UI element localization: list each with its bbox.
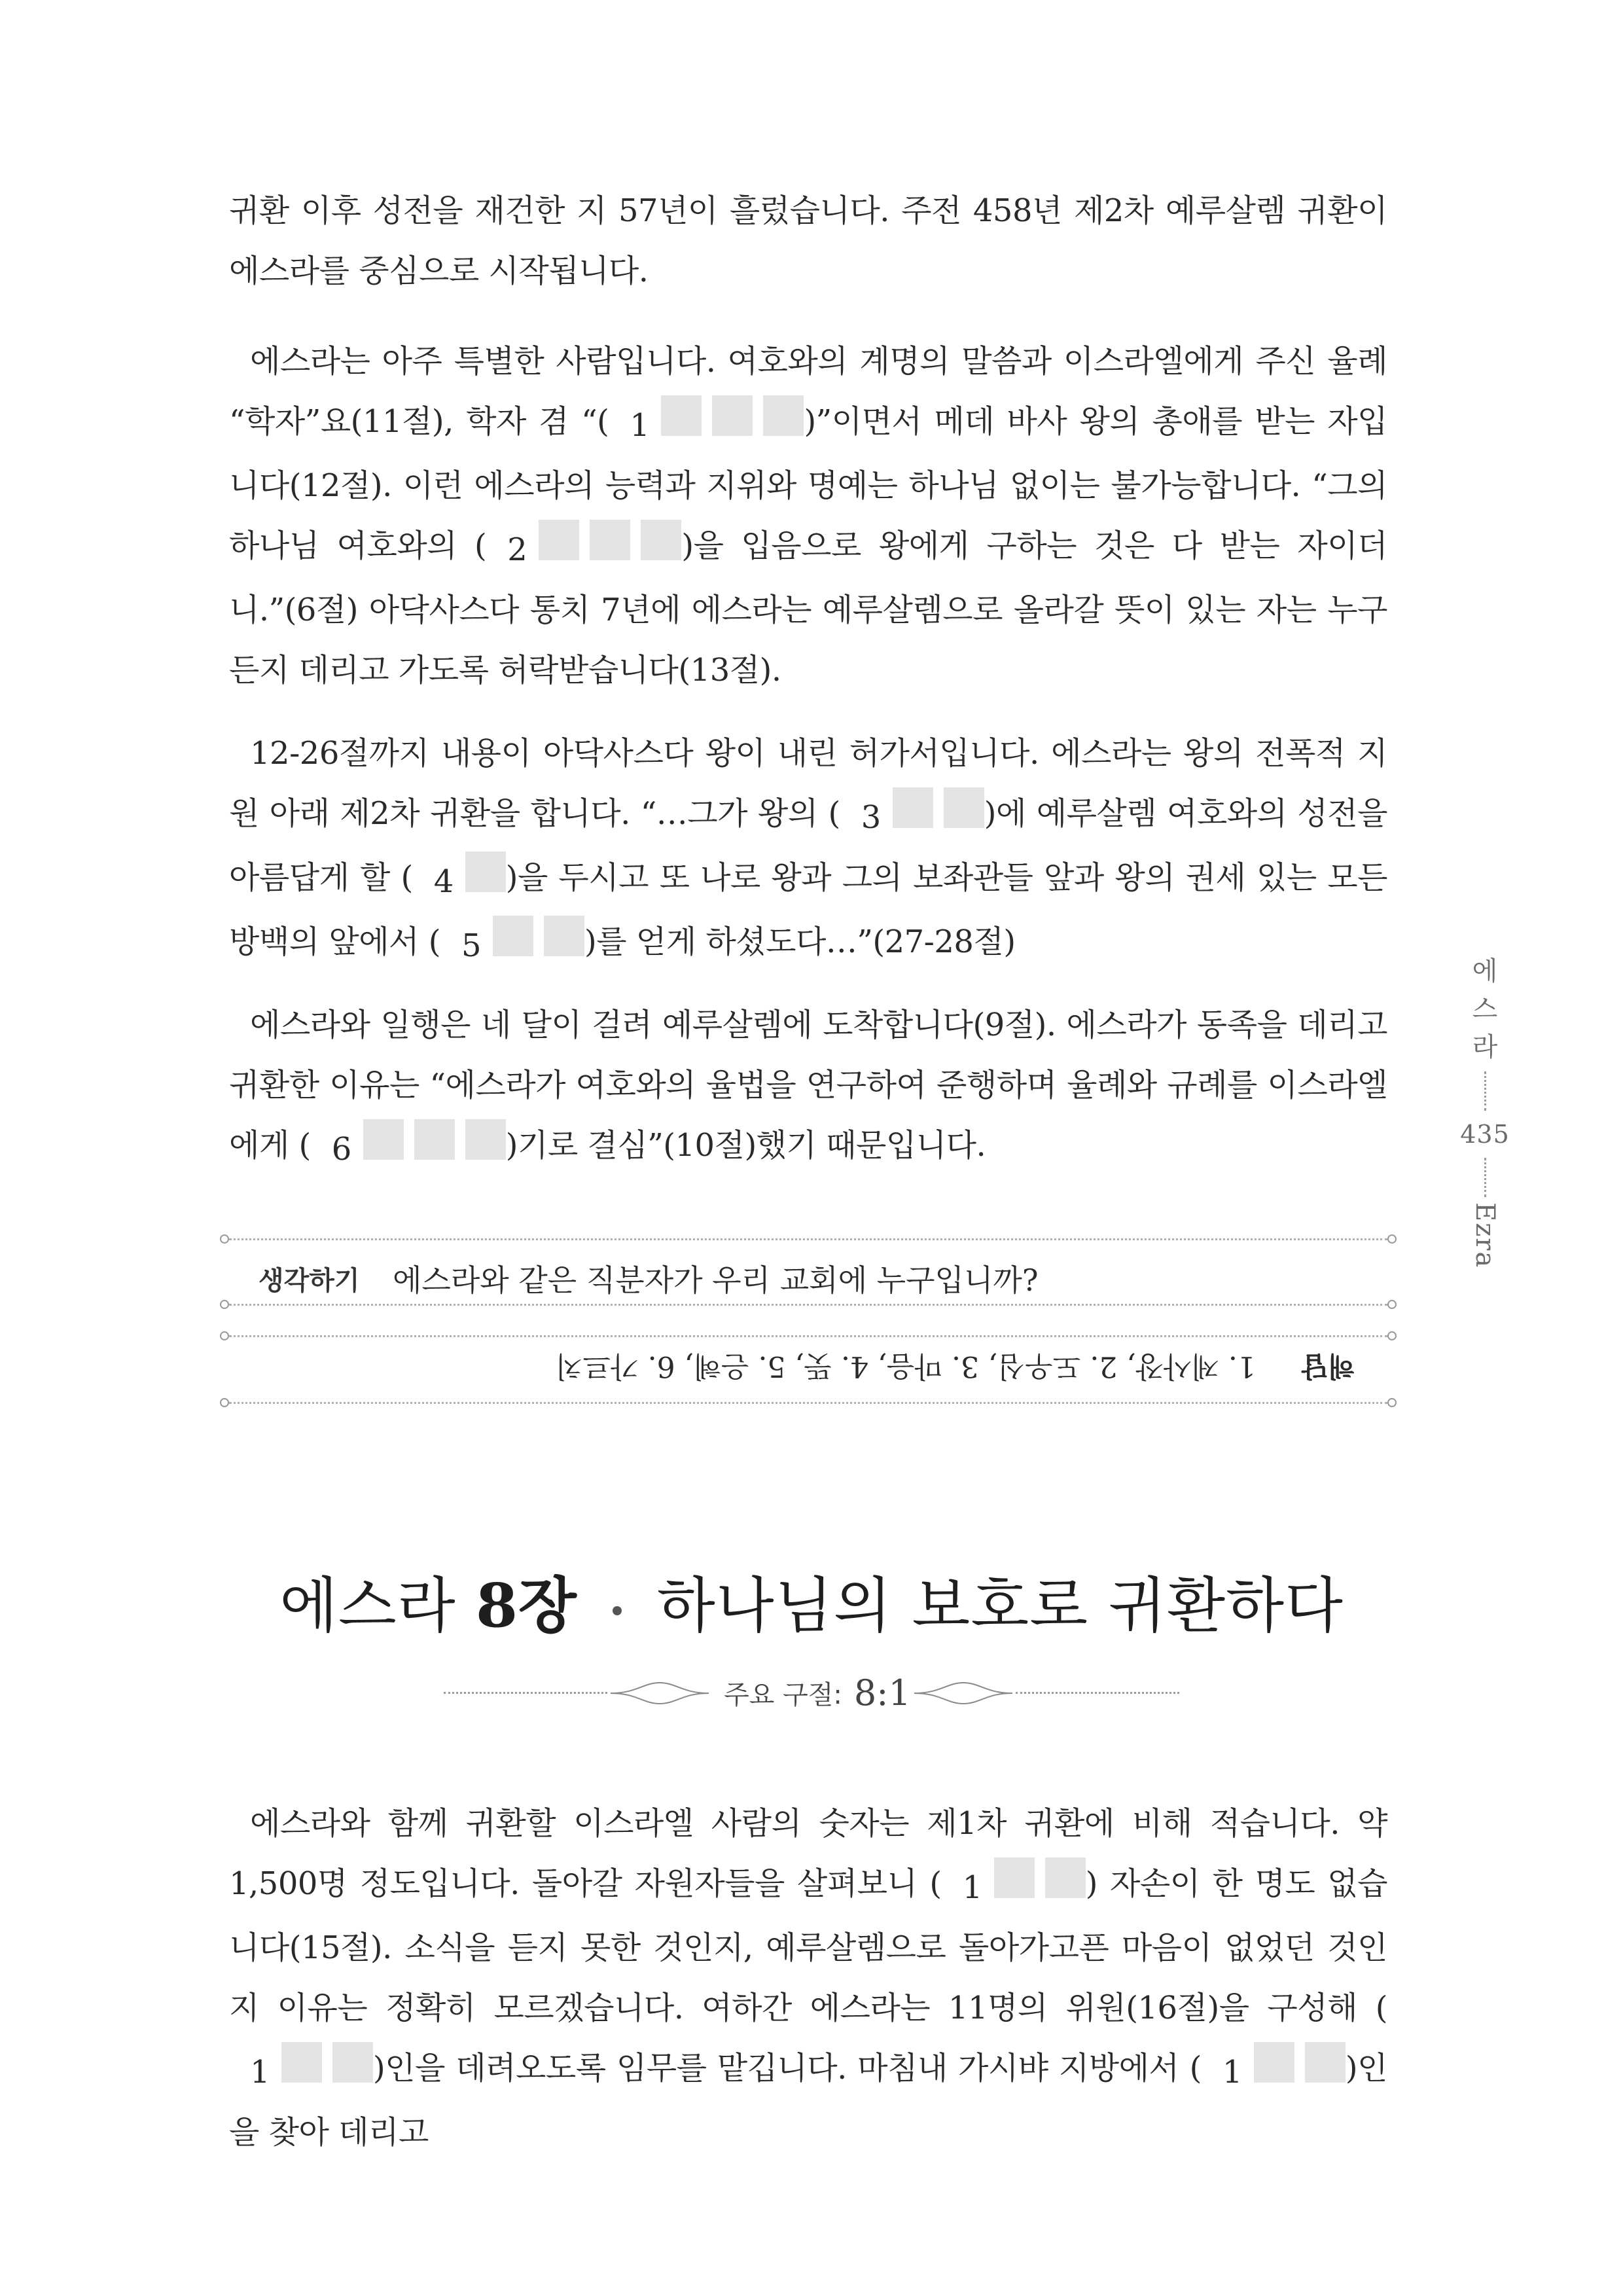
blank-box — [893, 787, 933, 828]
dotted-line-left — [444, 1692, 607, 1694]
chapter-number: 8장 — [475, 1570, 577, 1641]
fill-blank-1 — [609, 395, 804, 456]
sidebar-divider — [1484, 1158, 1486, 1197]
paragraph-3-text-1: 12-26절까지 내용이 아닥사스다 왕이 내린 허가서입니다. 에스라는 왕의 전폭적 지원 아래 제2차 귀환을 합니다. “…그가 왕의 ( — [229, 735, 1387, 832]
answer-label: 해답 — [1301, 1350, 1355, 1382]
paragraph-3 — [229, 723, 1387, 976]
blank-box — [332, 2042, 373, 2083]
paragraph-2-text-3: )을 입음으로 왕에게 구하는 것은 다 받는 자이더니.”(6절) 아닥사스다 통치 7년에 에스라는 예루살렘으로 올라갈 뜻이 있는 자는 누구든지 데리고 가도록 허락받습니다(13절). — [229, 528, 1387, 689]
blank-box — [493, 916, 533, 956]
blank-number: 1 — [962, 1869, 982, 1906]
fill-blank-4 — [413, 852, 506, 912]
paragraph-5-text-4: )인을 찾아 데리고 — [229, 2050, 1387, 2151]
blank-number: 5 — [461, 927, 481, 964]
blank-box — [944, 787, 984, 828]
fill-blank-7 — [942, 1857, 1086, 1918]
page-sidebar — [1462, 952, 1508, 1268]
answer-upside-down — [229, 1348, 1355, 1390]
sidebar-book-char: 에 — [1472, 956, 1498, 986]
paragraph-3-text-4: )를 얻게 하셨도다…”(27-28절) — [584, 924, 1016, 960]
sidebar-divider — [1484, 1071, 1486, 1111]
blank-number: 1 — [1222, 2054, 1242, 2090]
blank-box — [763, 395, 804, 436]
blank-number: 1 — [630, 407, 650, 444]
paragraph-5-text-2: ) 자손이 한 명도 없습니다(15절). 소식을 듣지 못한 것인지, 예루살렘으로 돌아가고픈 마음이 없었던 것인지 이유는 정확히 모르겠습니다. 여하간 에스라는 11명의 위원(16절)을 구성해 ( — [229, 1865, 1387, 2026]
blank-box — [1305, 2042, 1346, 2083]
blank-box — [414, 1119, 455, 1160]
paragraph-2-text-1: 에스라는 아주 특별한 사람입니다. 여호와의 계명의 말씀과 이스라엘에게 주신 율례 “학자”요(11절), 학자 겸 “( — [229, 343, 1387, 440]
blank-number: 3 — [861, 799, 881, 836]
key-verse-label: 주요 구절: — [724, 1680, 842, 1710]
answer-text: 1. 제사장, 2. 도우심, 3. 마음, 4. 뜻, 5. 은혜, 6. 가르치 — [555, 1350, 1256, 1383]
paragraph-4-text-2: )기로 결심”(10절)했기 때문입니다. — [505, 1127, 986, 1164]
paragraph-1 — [229, 181, 1387, 301]
paragraph-4 — [229, 995, 1387, 1179]
ornament-left-icon — [611, 1680, 709, 1706]
blank-box — [539, 520, 579, 560]
blank-box — [994, 1857, 1035, 1898]
blank-box — [712, 395, 753, 436]
sidebar-english-title: Ezra — [1470, 1202, 1500, 1269]
think-label: 생각하기 — [259, 1266, 360, 1296]
fill-blank-3 — [840, 787, 984, 848]
blank-number: 2 — [507, 531, 527, 568]
dotted-divider — [229, 1402, 1387, 1404]
paragraph-4-text-1: 에스라와 일행은 네 달이 걸려 예루살렘에 도착합니다(9절). 에스라가 동족을 데리고 귀환한 이유는 “에스라가 여호와의 율법을 연구하여 준행하며 율례와 규례를 이스라엘에게 ( — [229, 1007, 1387, 1164]
blank-number: 1 — [250, 2054, 270, 2090]
paragraph-2 — [229, 331, 1387, 700]
paragraph-3-text-3: )을 두시고 또 나로 왕과 그의 보좌관들 앞과 왕의 권세 있는 모든 방백의 앞에서 ( — [229, 859, 1387, 960]
blank-number: 6 — [331, 1131, 351, 1168]
sidebar-book-char: 라 — [1472, 1032, 1498, 1062]
ornament-right-icon — [914, 1680, 1012, 1706]
dotted-line-right — [1016, 1692, 1179, 1694]
blank-box — [661, 395, 702, 436]
sidebar-book-char: 스 — [1472, 994, 1498, 1024]
key-verse-reference: 8:1 — [853, 1672, 911, 1713]
fill-blank-6 — [311, 1119, 506, 1179]
key-verse-line — [0, 1672, 1623, 1713]
paragraph-5 — [229, 1793, 1387, 2162]
blank-box — [465, 852, 506, 892]
blank-box — [590, 520, 630, 560]
blank-box — [1254, 2042, 1294, 2083]
paragraph-2-text-2: )”이면서 메데 바사 왕의 총애를 받는 자입니다(12절). 이런 에스라의 능력과 지위와 명예는 하나님 없이는 불가능합니다. “그의 하나님 여호와의 ( — [229, 403, 1387, 564]
blank-box — [544, 916, 584, 956]
paragraph-5-text-3: )인을 데려오도록 임무를 맡깁니다. 마침내 가시뱌 지방에서 ( — [373, 2050, 1202, 2087]
fill-blank-5 — [440, 916, 584, 976]
blank-box — [465, 1119, 506, 1160]
paragraph-5-text-1: 에스라와 함께 귀환할 이스라엘 사람의 숫자는 제1차 귀환에 비해 적습니다. 약 1,500명 정도입니다. 돌아갈 자원자들을 살펴보니 ( — [229, 1805, 1387, 1902]
paragraph-1-text: 귀환 이후 성전을 재건한 지 57년이 흘렀습니다. 주전 458년 제2차 예루살렘 귀환이 에스라를 중심으로 시작됩니다. — [229, 192, 1387, 289]
blank-box — [281, 2042, 322, 2083]
fill-blank-8 — [229, 2042, 373, 2102]
chapter-book: 에스라 — [279, 1571, 456, 1641]
blank-box — [641, 520, 681, 560]
paragraph-3-text-2: )에 예루살렘 여호와의 성전을 아름답게 할 ( — [229, 795, 1387, 896]
dotted-divider — [229, 1335, 1387, 1337]
blank-number: 4 — [433, 863, 454, 900]
think-question: 에스라와 같은 직분자가 우리 교회에 누구입니까? — [393, 1263, 1039, 1298]
chapter-heading — [0, 1558, 1623, 1644]
fill-blank-2 — [486, 520, 681, 580]
bullet-separator — [613, 1606, 622, 1615]
fill-blank-9 — [1202, 2042, 1346, 2102]
chapter-title: 하나님의 보호로 귀환하다 — [656, 1571, 1344, 1641]
blank-box — [363, 1119, 404, 1160]
page-number: 435 — [1460, 1120, 1510, 1149]
dotted-divider — [229, 1304, 1387, 1306]
dotted-divider — [229, 1238, 1387, 1240]
blank-box — [1045, 1857, 1086, 1898]
